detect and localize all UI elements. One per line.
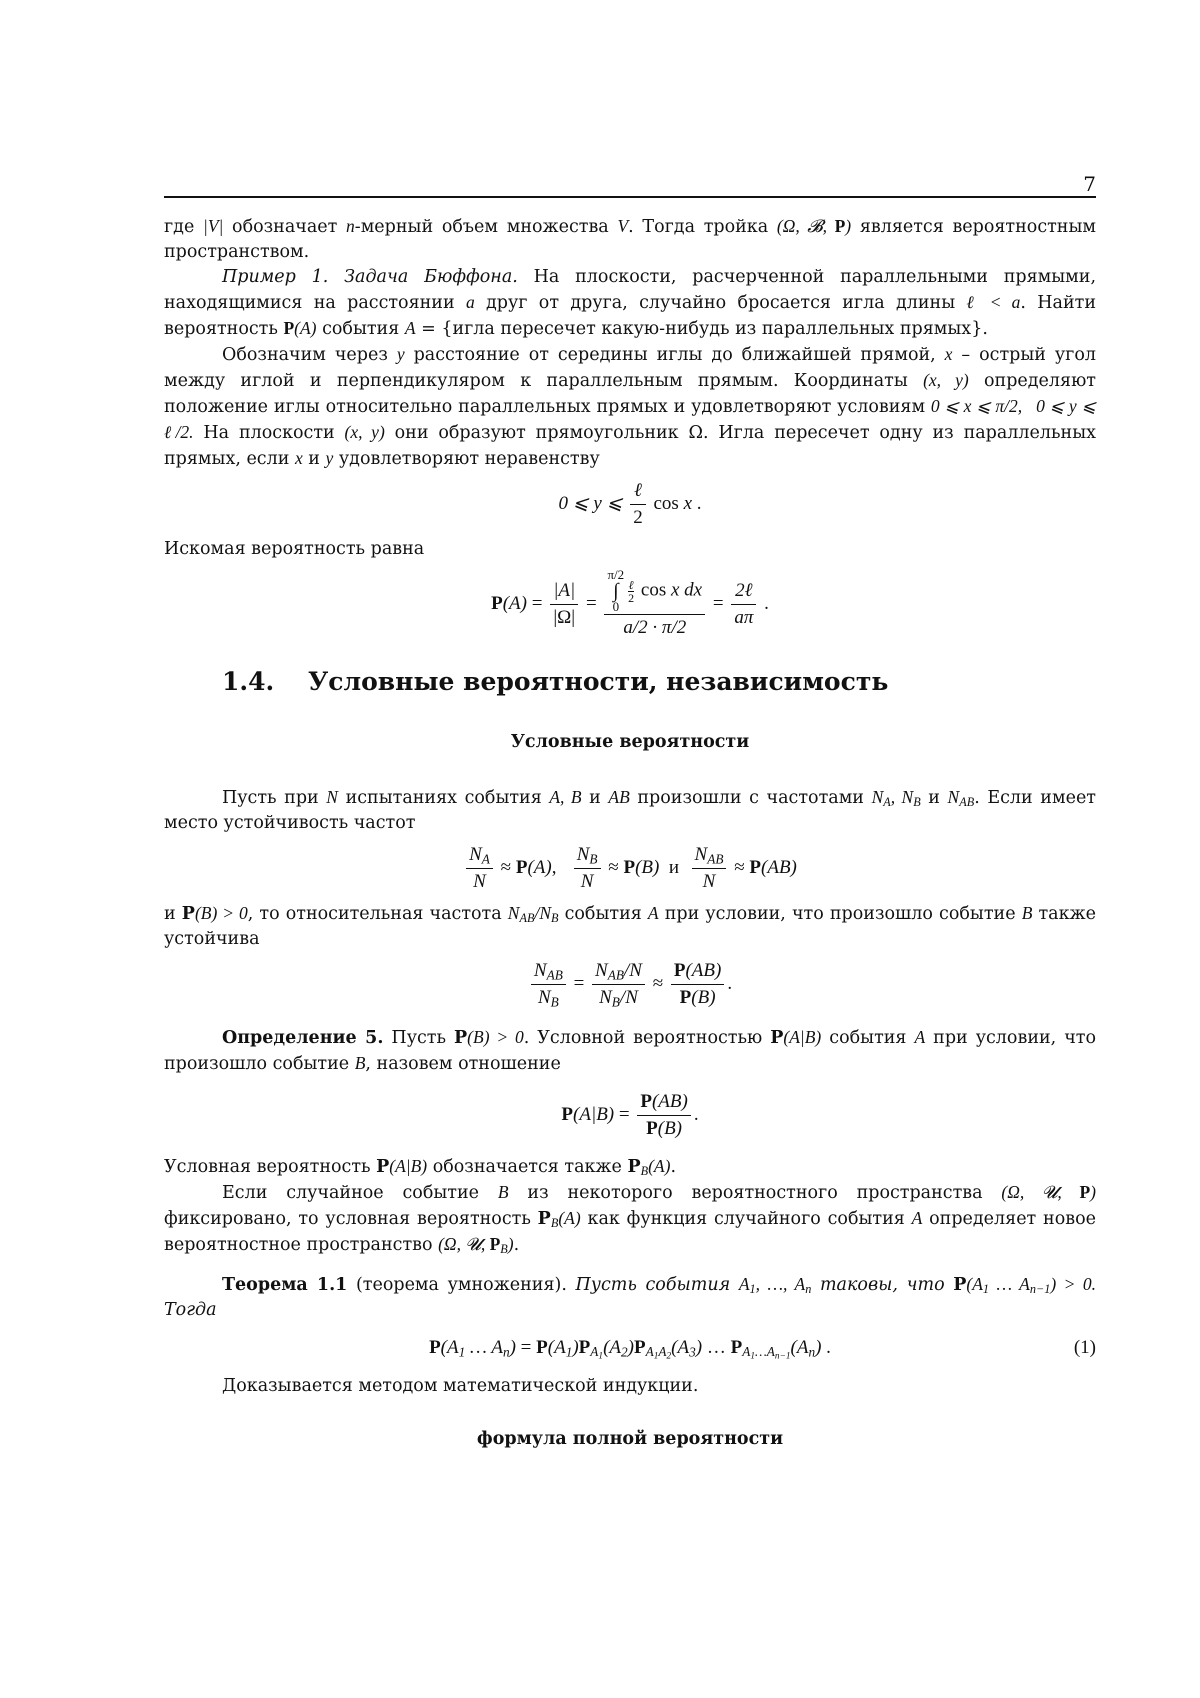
subsection-heading-conditional: Условные вероятности bbox=[510, 732, 750, 752]
paragraph-theorem: Теорема 1.1 (теорема умножения). Пусть события $A_1$, …, $A_n$ таковы, что $P(A_1$ … $A_{n-1}) > 0$. Тогда bbox=[164, 1274, 1096, 1320]
page-body bbox=[164, 214, 1096, 1482]
paragraph-notation: Условная вероятность P(A|B) обозначается также $P_B(A)$. bbox=[164, 1156, 677, 1179]
example-title: Задача Бюффона. bbox=[344, 267, 518, 287]
paragraph-frequencies: Пусть при N испытаниях события A, B и AB произошли с частотами $N_A$, $N_B$ и $N_{AB}$. Если имеет место устойчивость частот bbox=[164, 787, 1096, 833]
paragraph-probability: Искомая вероятность равна bbox=[164, 539, 425, 559]
paragraph-definition: Определение 5. Пусть P(B) > 0. Условной вероятностью P(A|B) события A при условии, что произошло событие B, назовем отношение bbox=[164, 1027, 1096, 1074]
header-rule bbox=[164, 196, 1096, 198]
paragraph-volume: где |V| обозначает n-мерный объем множества V. Тогда тройка (Ω, 𝓑, P) является вероятностным пространством. bbox=[164, 216, 1096, 262]
subsection-heading-total-probability: формула полной вероятности bbox=[476, 1429, 784, 1449]
formula-multiplication-theorem: $P(A_1$ … $A_n) = P(A_1)P_{A_1}(A_2)P_{A_1A_2}(A_3)$ … $P_{A_1\dots A_{n-1}}(A_n)$ . (1) bbox=[429, 1337, 1096, 1362]
equation-number: (1) bbox=[1073, 1337, 1096, 1358]
paragraph-relative-frequency: и P(B) > 0, то относительная частота $N_{AB}/N_B$ события A при условии, что произошло событие B также устойчива bbox=[164, 903, 1097, 949]
paragraph-proof: Доказывается методом математической индукции. bbox=[222, 1376, 699, 1396]
formula-buffon-result: P(A) = $\frac{|A|}{|\Omega|}$ = π/2 ∫ 0 ℓ 2 cos x dx a/2 · π/2 = $\frac{\text{2ℓ}}{a\pi}$ . bbox=[491, 567, 769, 638]
section-heading bbox=[222, 669, 1096, 694]
theorem-label: Теорема 1.1 bbox=[222, 1275, 348, 1295]
example-label: Пример 1. bbox=[222, 267, 329, 287]
formula-conditional-probability: P(A|B) = $\frac{P(AB)}{P(B)}$ . bbox=[561, 1091, 699, 1139]
paragraph-new-space: Если случайное событие B из некоторого вероятностного пространства (Ω, 𝓤, P) фиксировано, то условная вероятность $P_B(A)$ как функция случайного события A определяет новое вероятностное пространство (Ω, 𝓤, $P_B$). bbox=[164, 1182, 1096, 1257]
section-title: Условные вероятности, независимость bbox=[308, 667, 889, 696]
paragraph-example: Пример 1. Задача Бюффона. На плоскости, расчерченной параллельными прямыми, находящимися на расстоянии a друг от друга, случайно бросается игла длины ℓ < a. Найти вероятность P(A) события A = {игла пересечет какую-нибудь из параллельных прямых}. bbox=[164, 267, 1097, 339]
page-number: 7 bbox=[1083, 172, 1096, 196]
formula-frequency-stability: $\frac{N_A}{N}$ ≈ P(A), $\frac{N_B}{N}$ ≈ P(B) и $\frac{N_{AB}}{N}$ ≈ P(AB) bbox=[164, 842, 1096, 895]
definition-label: Определение 5. bbox=[222, 1028, 384, 1048]
section-number: 1.4. bbox=[222, 667, 275, 696]
formula-relative-frequency: $\frac{N_{AB}}{N_B}$ = $\frac{N_{AB}/N}{N_B/N}$ ≈ $\frac{P(AB)}{P(B)}$ . bbox=[164, 958, 1096, 1011]
formula-inequality: 0 ⩽ y ⩽ $\frac{\text{ℓ}}{2}$ cos x . bbox=[558, 480, 702, 528]
paragraph-coordinates: Обозначим через y расстояние от середины иглы до ближайшей прямой, x – острый угол между иглой и перпендикуляром к параллельным прямым. Координаты (x, y) определяют положение иглы относительно параллельных прямых и удовлетворяют условиям 0 ⩽ x ⩽ π/2, 0 ⩽ y ⩽ ℓ/2. На плоскости (x, y) они образуют прямоугольник Ω. Игла пересечет одну из параллельных прямых, если x и y удовлетворяют неравенству bbox=[164, 344, 1096, 469]
